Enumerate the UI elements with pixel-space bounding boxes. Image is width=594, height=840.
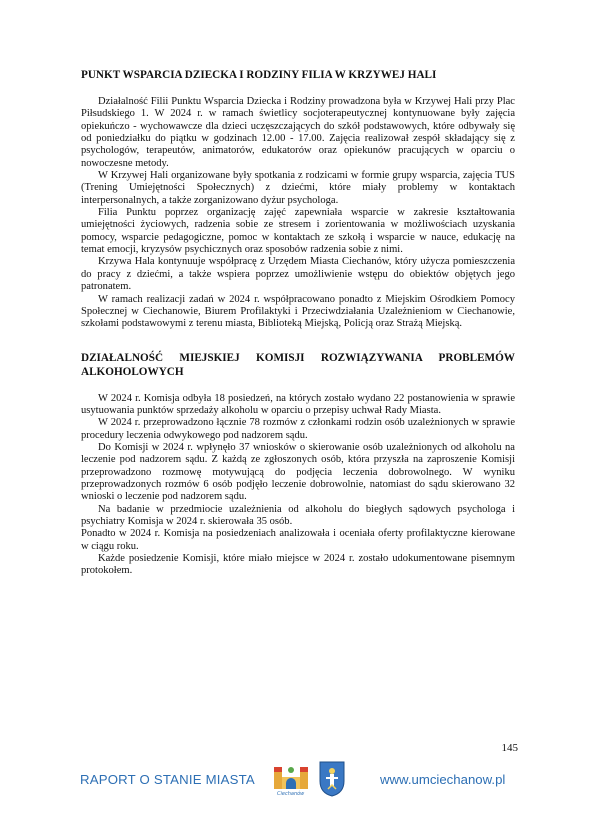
coat-of-arms <box>319 761 345 797</box>
paragraph: W ramach realizacji zadań w 2024 r. współpracowano ponadto z Miejskim Ośrodkiem Pomocy Społecznej w Ciechanowie, Biurem Profilaktyki i Przeciwdziałania Uzależnieniom w Ciechanowie, szkołami podstawowymi z terenu miasta, Biblioteką Miejską, Policją oraz Strażą Miejską. <box>81 293 515 330</box>
paragraph: Na badanie w przedmiocie uzależnienia od alkoholu do biegłych sądowych psychologa i psychiatry Komisja w 2024 r. skierowała 35 osób. <box>81 503 515 527</box>
paragraph: Filia Punktu poprzez organizację zajęć zapewniała wsparcie w zakresie kształtowania umiejętności życiowych, radzenia sobie ze stresem i zorientowania w możliwościach uzyskania pomocy, wsparcie pedagogiczne, pomoc w kontaktach ze szkołą i wsparcie w nauce, edukację na temat emocji, kryzysów psychicznych oraz sposobów radzenia sobie z nimi. <box>81 207 515 256</box>
paragraph: W 2024 r. przeprowadzono łącznie 78 rozmów z członkami rodzin osób uzależnionych w sprawie procedury leczenia odwykowego pod nadzorem sądu. <box>81 417 515 441</box>
paragraph: Ponadto w 2024 r. Komisja na posiedzeniach analizowała i oceniała oferty profilaktyczne kierowane w ciągu roku. <box>81 528 515 552</box>
castle-logo-icon <box>271 761 313 793</box>
page-number: 145 <box>501 742 518 754</box>
paragraph: W Krzywej Hali organizowane były spotkania z rodzicami w formie grupy wsparcia, zajęcia TUS (Trening Umiejętności Społecznych) z dziećmi, które miały problemy w kontaktach interpersonalnych, a także zorganizowano dyżur psychologa. <box>81 170 515 206</box>
footer-report-title: RAPORT O STANIE MIASTA <box>80 772 255 787</box>
section-title-komisja: DZIAŁALNOŚĆ MIEJSKIEJ KOMISJI ROZWIĄZYWANIA PROBLEMÓW ALKOHOLOWYCH <box>81 351 515 378</box>
paragraph: Działalność Filii Punktu Wsparcia Dziecka i Rodziny prowadzona była w Krzywej Hali przy Plac Piłsudskiego 1. W 2024 r. w ramach świetlicy socjoterapeutycznej kontynuowane były zajęcia opiekuńczo - wychowawcze dla dzieci uczęszczających do szkół podstawowych, które odbywały się od poniedziałku do piątku w godzinach 12.00 - 17.00. Zajęcia realizował zespół składający się z psychologów, terapeutów, animatorów, edukatorów oraz opiekunów pracujących w oparciu o nowoczesne metody. <box>81 96 515 169</box>
paragraph: W 2024 r. Komisja odbyła 18 posiedzeń, na których zostało wydano 22 postanowienia w sprawie usytuowania punktów sprzedaży alkoholu w oparciu o przepisy uchwał Rady Miasta. <box>81 392 515 416</box>
footer-website: www.umciechanow.pl <box>380 772 506 787</box>
paragraph: Do Komisji w 2024 r. wpłynęło 37 wniosków o skierowanie osób uzależnionych od alkoholu na leczenie pod nadzorem sądu. Z każdą ze zgłoszonych osób, która przyszła na zaproszenie Komisji przeprowadzono rozmowę motywującą do podjęcia leczenia dobrowolnego. W wyniku przeprowadzonych rozmów 6 osób podjęło leczenie dobrowolnie, natomiast do sądu skierowano 32 wnioski o leczenie pod nadzorem sądu. <box>81 441 515 503</box>
page-content <box>81 68 515 578</box>
section-title-punkt-wsparcia: PUNKT WSPARCIA DZIECKA I RODZINY FILIA W KRZYWEJ HALI <box>81 69 437 81</box>
paragraph: Krzywa Hala kontynuuje współpracę z Urzędem Miasta Ciechanów, który użycza pomieszczenia do pracy z dziećmi, a także wspiera poprzez umożliwienie wstępu do obiektów objętych jego patronatem. <box>81 256 515 293</box>
paragraph: Każde posiedzenie Komisji, które miało miejsce w 2024 r. zostało udokumentowane pisemnym protokołem. <box>81 553 515 577</box>
coat-of-arms-icon <box>319 761 345 797</box>
logo-caption: Ciechanów <box>277 791 305 797</box>
city-logo <box>271 761 313 801</box>
